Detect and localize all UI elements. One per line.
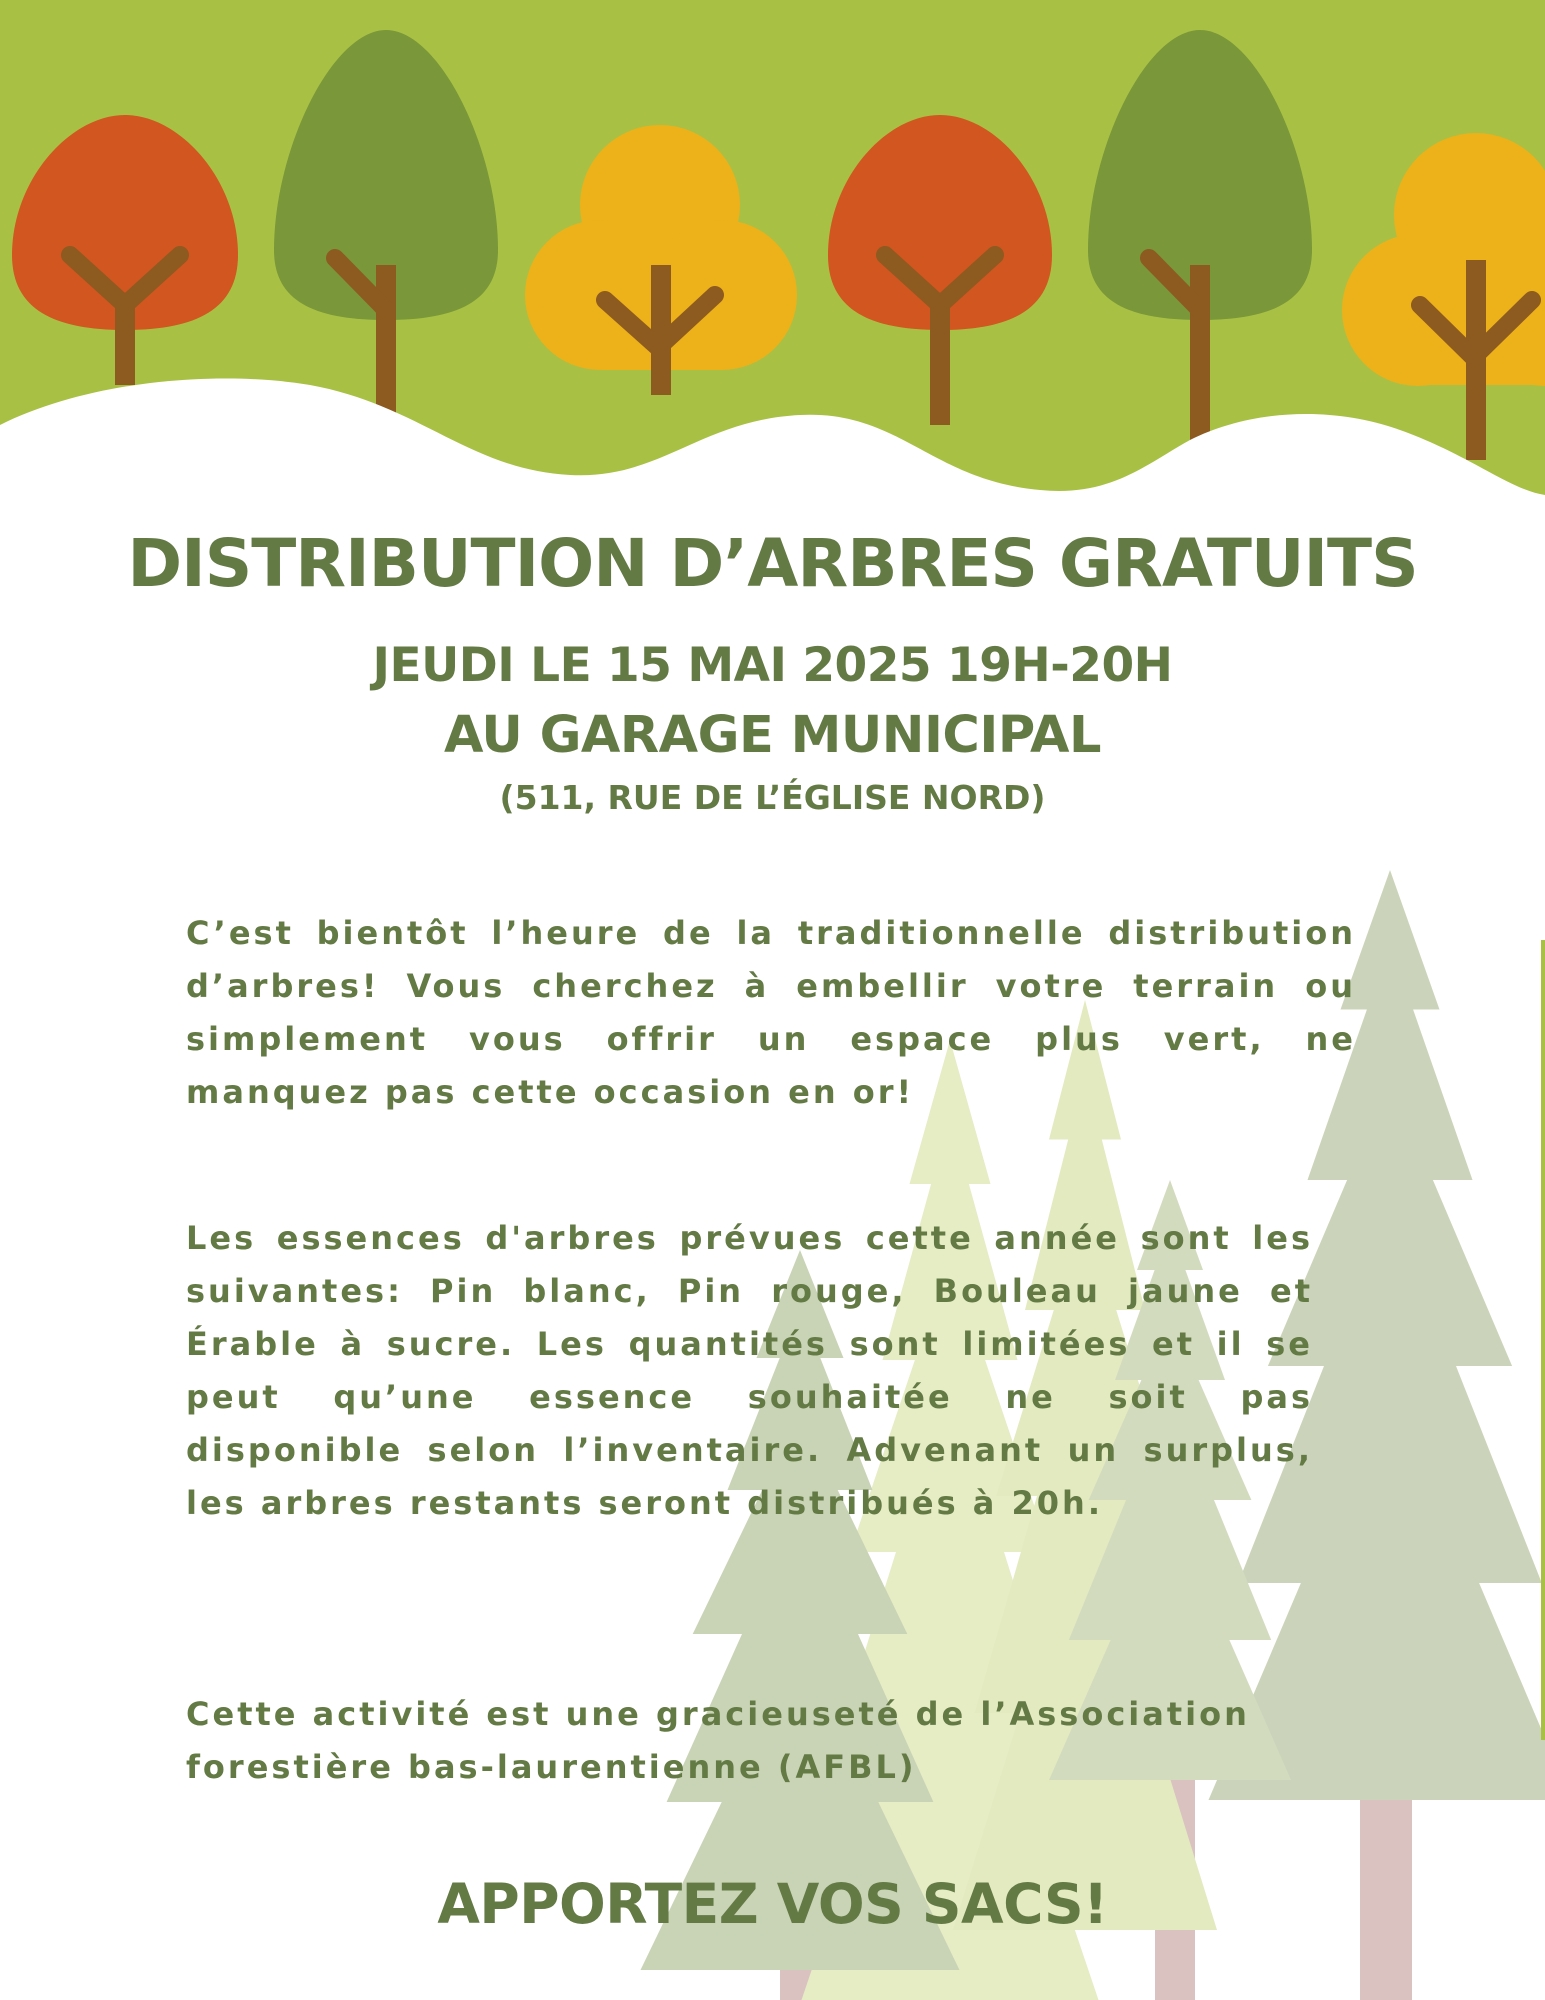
tree-banner <box>0 0 1545 500</box>
closing-callout: APPORTEZ VOS SACS! <box>437 1872 1108 1936</box>
intro-paragraph: C’est bientôt l’heure de la traditionnelle distribution d’arbres! Vous cherchez à embellir votre terrain ou simplement vous offrir un espace plus vert, ne manquez pas cette occasion en or! <box>186 914 1356 1111</box>
page-title: DISTRIBUTION D’ARBRES GRATUITS <box>127 525 1418 602</box>
event-date: JEUDI LE 15 MAI 2025 19H-20H <box>372 638 1173 693</box>
event-address: (511, RUE DE L’ÉGLISE NORD) <box>499 778 1046 817</box>
credit-paragraph: Cette activité est une gracieuseté de l’Association forestière bas-laurentienne (AFBL) <box>186 1695 1250 1786</box>
edge-accent <box>1541 940 1545 1740</box>
event-location: AU GARAGE MUNICIPAL <box>444 706 1101 765</box>
species-paragraph: Les essences d'arbres prévues cette année sont les suivantes: Pin blanc, Pin rouge, Bouleau jaune et Érable à sucre. Les quantités sont limitées et il se peut qu’une essence souhaitée ne soit pas disponible selon l’inventaire. Advenant un surplus, les arbres restants seront distribués à 20h. <box>186 1219 1313 1522</box>
